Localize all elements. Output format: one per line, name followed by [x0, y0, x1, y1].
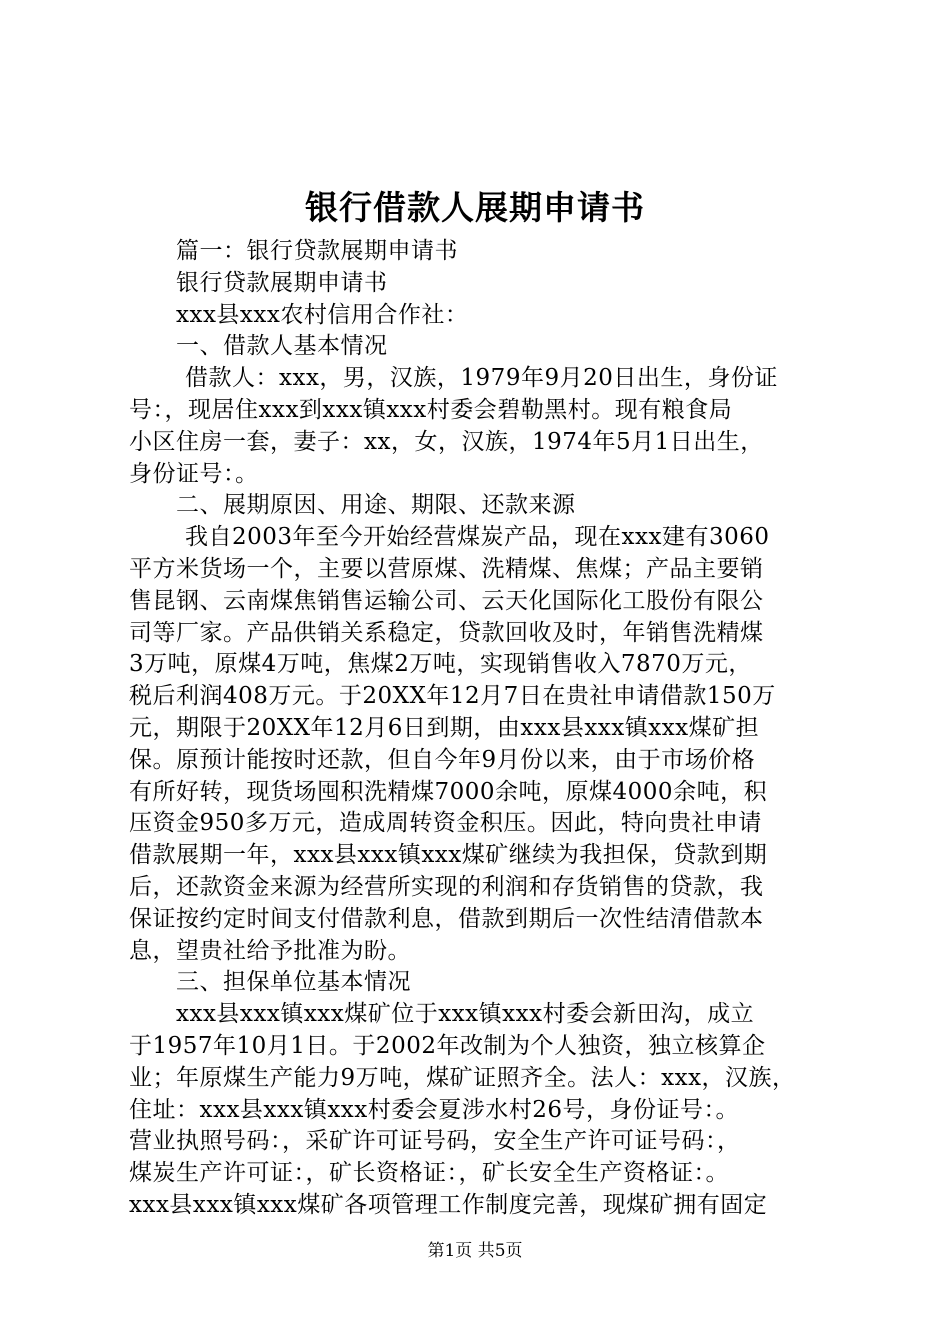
section-heading: 一、借款人基本情况 [176, 333, 388, 360]
text-line: xxx县xxx农村信用合作社： [176, 301, 469, 328]
section-heading: 二、展期原因、用途、期限、还款来源 [176, 492, 576, 519]
text-line: 税后利润408万元。于20XX年12月7日在贵社申请借款150万 [129, 683, 776, 710]
text-line: 息，望贵社给予批准为盼。 [129, 937, 411, 964]
text-line: 篇一：银行贷款展期申请书 [176, 238, 458, 264]
text-line: 保。原预计能按时还款，但自今年9月份以来，由于市场价格 [129, 746, 756, 773]
text-line: 银行贷款展期申请书 [176, 269, 388, 296]
text-line: 小区住房一套，妻子：xx，女，汉族，1974年5月1日出生， [129, 428, 764, 455]
text-line: 住址：xxx县xxx镇xxx村委会夏涉水村26号，身份证号：。 [129, 1096, 740, 1123]
text-line: 元，期限于20XX年12月6日到期，由xxx县xxx镇xxx煤矿担 [129, 714, 760, 741]
text-line: 平方米货场一个，主要以营原煤、洗精煤、焦煤；产品主要销 [129, 555, 764, 582]
text-line: xxx县xxx镇xxx煤矿各项管理工作制度完善，现煤矿拥有固定 [129, 1191, 768, 1218]
text-line: 我自2003年至今开始经营煤炭产品，现在xxx建有3060 [185, 524, 770, 551]
text-line: 司等厂家。产品供销关系稳定，贷款回收及时，年销售洗精煤 [129, 619, 764, 646]
text-line: 营业执照号码：，采矿许可证号码，安全生产许可证号码：， [129, 1128, 741, 1155]
text-line: 有所好转，现货场囤积洗精煤7000余吨，原煤4000余吨，积 [129, 778, 768, 805]
document-title: 银行借款人展期申请书 [305, 188, 645, 227]
text-line: 售昆钢、云南煤焦销售运输公司、云天化国际化工股份有限公 [129, 587, 764, 614]
page-footer: 第1页 共5页 [427, 1241, 523, 1261]
text-line: 借款人：xxx，男，汉族，1979年9月20日出生，身份证 [185, 365, 778, 392]
text-line: 3万吨，原煤4万吨，焦煤2万吨，实现销售收入7870万元， [129, 651, 752, 678]
text-line: 保证按约定时间支付借款利息，借款到期后一次性结清借款本 [129, 905, 764, 932]
text-line: 后，还款资金来源为经营所实现的利润和存货销售的贷款，我 [129, 873, 764, 900]
text-line: 身份证号：。 [129, 460, 259, 487]
text-line: 业；年原煤生产能力9万吨，煤矿证照齐全。法人：xxx，汉族， [129, 1064, 796, 1091]
text-line: 借款展期一年，xxx县xxx镇xxx煤矿继续为我担保，贷款到期 [129, 842, 768, 869]
text-line: 号：，现居住xxx到xxx镇xxx村委会碧勒黑村。现有粮食局 [129, 396, 733, 423]
document-body [129, 236, 833, 1222]
text-line: 于1957年10月1日。于2002年改制为个人独资，独立核算企 [129, 1032, 766, 1059]
section-heading: 三、担保单位基本情况 [176, 969, 411, 996]
text-line: 煤炭生产许可证：，矿长资格证：，矿长安全生产资格证：。 [129, 1160, 729, 1187]
text-line: xxx县xxx镇xxx煤矿位于xxx镇xxx村委会新田沟，成立 [176, 1001, 755, 1028]
text-line: 压资金950多万元，造成周转资金积压。因此，特向贵社申请 [129, 810, 762, 837]
